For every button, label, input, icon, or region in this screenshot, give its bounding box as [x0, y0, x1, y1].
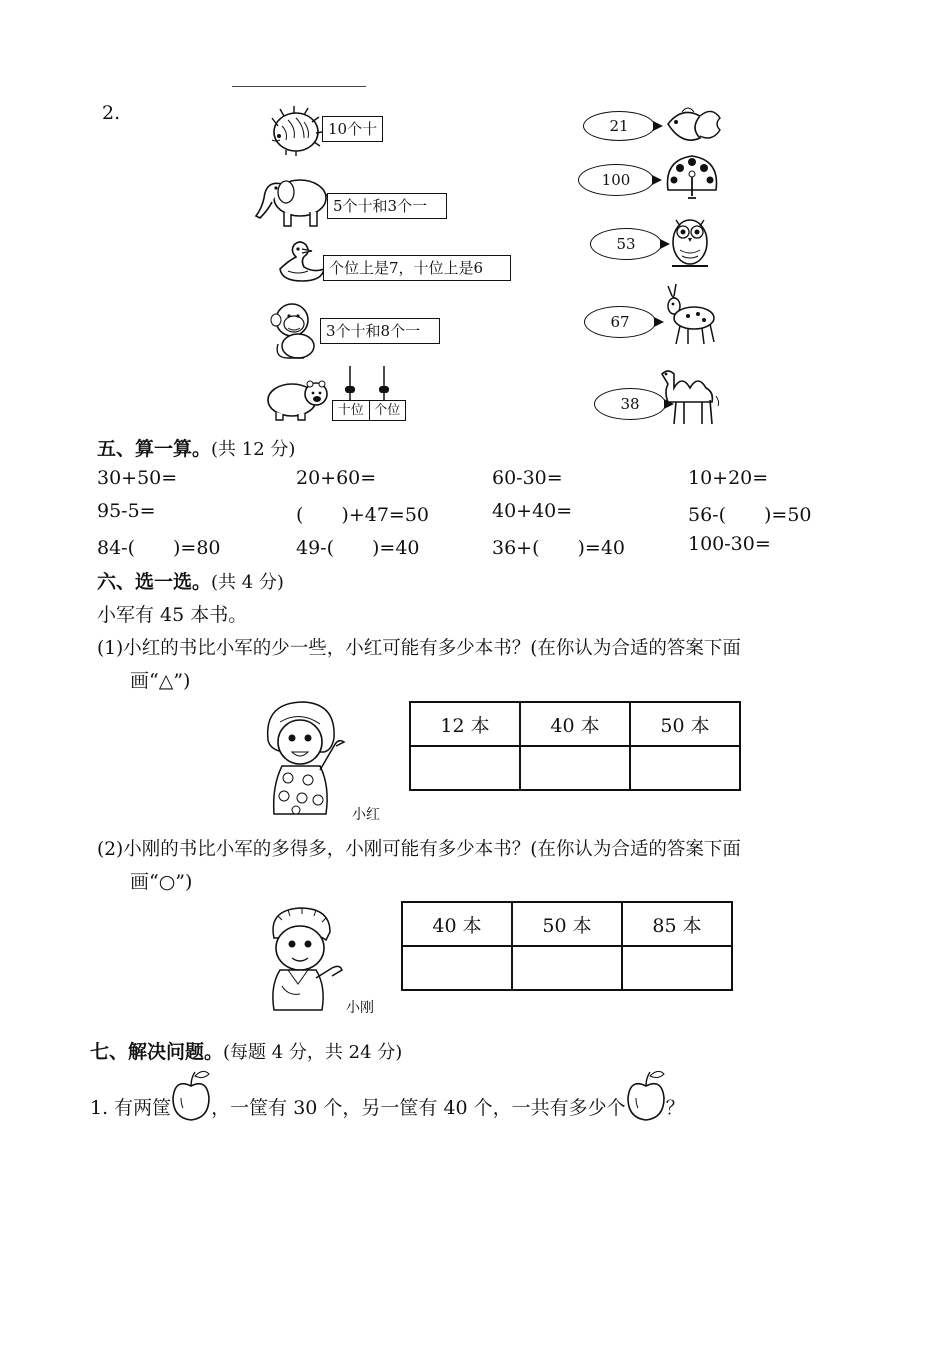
section7-q1-middle: ，一筐有 30 个，另一筐有 40 个，一共有多少个 [211, 1096, 626, 1119]
calc-r2c1: 95-5= [97, 500, 156, 522]
q2-answer-cell[interactable] [402, 946, 512, 990]
boy-xiaogang-icon [258, 906, 354, 1014]
goldfish-icon [664, 102, 724, 146]
q1-answer-cell[interactable] [410, 746, 520, 790]
q2-answer-cell[interactable] [622, 946, 732, 990]
number-bubble-67: 67 [584, 306, 656, 338]
label-5-tens-3-ones: 5个十和3个一 [327, 193, 447, 219]
elephant-icon [254, 172, 330, 228]
top-rule [232, 86, 366, 87]
bear-icon [264, 374, 330, 422]
q2-option-40: 40 本 [402, 902, 512, 946]
label-3-tens-8-ones: 3个十和8个一 [320, 318, 440, 344]
section7-q1-start: 1. 有两筐 [90, 1096, 172, 1119]
calc-r3c1: 84-( )=80 [97, 537, 221, 559]
number-bubble-100: 100 [578, 164, 654, 196]
girl-xiaohong-icon [256, 700, 352, 820]
abacus [332, 364, 406, 421]
q1-answer-cell[interactable] [630, 746, 740, 790]
owl-icon [668, 212, 712, 270]
peacock-icon [660, 150, 722, 202]
caption-xiaohong: 小红 [352, 807, 380, 823]
camel-icon [656, 366, 722, 426]
number-bubble-53: 53 [590, 228, 662, 260]
q2-options-table [401, 901, 733, 991]
section6-points: (共 4 分) [211, 572, 284, 593]
duck-icon [276, 241, 328, 283]
section7-points: (每题 4 分，共 24 分) [223, 1042, 403, 1063]
calc-r1c2: 20+60= [296, 467, 377, 489]
section6-q1-text-cont: 画“△”) [130, 670, 191, 692]
abacus-rods-icon [332, 364, 406, 402]
question-number: 2. [102, 102, 121, 124]
section7-q1-end: ？ [665, 1096, 685, 1119]
section6-title: 六、选一选。 [97, 571, 212, 593]
calc-r2c2: ( )+47=50 [296, 504, 430, 526]
calc-r2c3: 40+40= [492, 500, 573, 522]
q1-options-table [409, 701, 741, 791]
section6-heading [97, 567, 284, 594]
number-bubble-21: 21 [583, 111, 655, 141]
section7-heading [90, 1037, 402, 1064]
label-ones-7-tens-6: 个位上是7，十位上是6 [323, 255, 511, 281]
q1-answer-cell[interactable] [520, 746, 630, 790]
q1-option-50: 50 本 [630, 702, 740, 746]
abacus-ones-label: 个位 [374, 403, 401, 418]
section7-title: 七、解决问题。 [90, 1041, 224, 1063]
calc-r3c4: 100-30= [688, 533, 771, 555]
q1-option-12: 12 本 [410, 702, 520, 746]
abacus-tens-label: 十位 [333, 401, 370, 420]
apple-icon [171, 1068, 211, 1122]
section5-title: 五、算一算。 [97, 438, 212, 460]
section6-q1-text: (1)小红的书比小军的少一些，小红可能有多少本书？(在你认为合适的答案下面 [97, 638, 741, 659]
section5-points: (共 12 分) [211, 439, 296, 460]
deer-icon [658, 282, 718, 346]
calc-r2c4: 56-( )=50 [688, 504, 812, 526]
calc-r1c3: 60-30= [492, 467, 563, 489]
section6-q2-text: (2)小刚的书比小军的多得多，小刚可能有多少本书？(在你认为合适的答案下面 [97, 839, 741, 860]
hedgehog-icon [266, 106, 322, 156]
calc-r3c3: 36+( )=40 [492, 537, 626, 559]
number-bubble-38: 38 [594, 388, 666, 420]
label-10-tens: 10个十 [322, 116, 383, 142]
q1-option-40: 40 本 [520, 702, 630, 746]
caption-xiaogang: 小刚 [346, 1000, 374, 1016]
section7-q1 [90, 1090, 685, 1122]
section6-q2-text-cont: 画“○”) [130, 871, 193, 893]
section6-intro: 小军有 45 本书。 [97, 604, 248, 626]
calc-r1c4: 10+20= [688, 467, 769, 489]
q2-answer-cell[interactable] [512, 946, 622, 990]
apple-icon [626, 1068, 666, 1122]
monkey-icon [268, 300, 322, 360]
q2-option-85: 85 本 [622, 902, 732, 946]
calc-r1c1: 30+50= [97, 467, 178, 489]
calc-r3c2: 49-( )=40 [296, 537, 420, 559]
section5-heading [97, 434, 295, 461]
q2-option-50: 50 本 [512, 902, 622, 946]
